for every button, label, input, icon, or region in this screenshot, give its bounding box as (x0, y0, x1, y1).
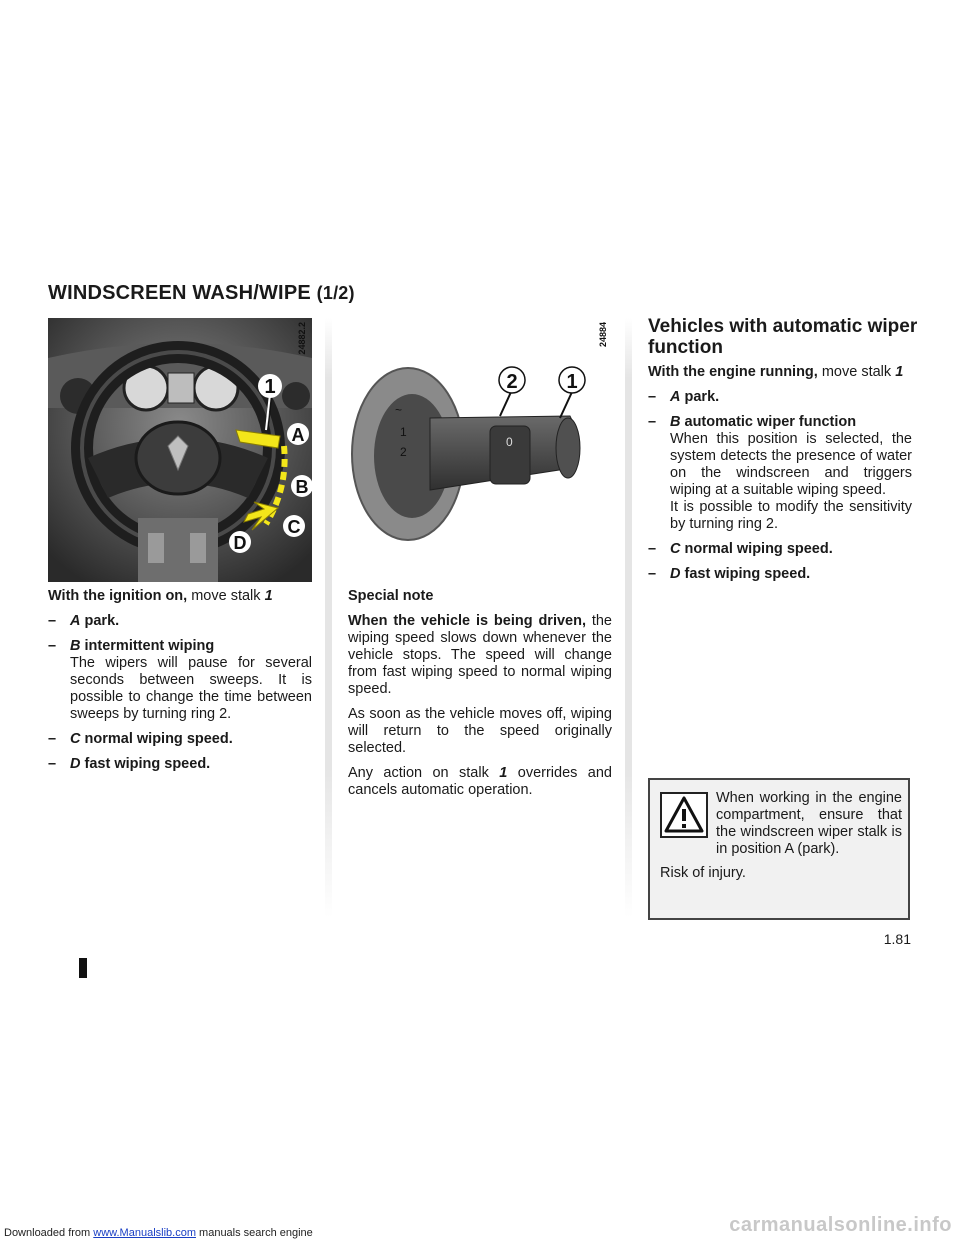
svg-text:2: 2 (400, 445, 407, 459)
col3-item-b (648, 414, 912, 533)
watermark: carmanualsonline.info (729, 1214, 952, 1236)
fig2-label-1: 1 (566, 371, 578, 393)
warning-text-letter: A (784, 841, 794, 857)
warning-box (648, 778, 910, 920)
col1-item-b-dash: – (48, 638, 57, 654)
fig1-label-b: B (295, 477, 309, 497)
fig1-label-c: C (287, 517, 301, 537)
svg-text:~: ~ (395, 403, 403, 417)
col2-para3-a: Any action on stalk (348, 765, 500, 781)
fig1-label-a: A (291, 425, 305, 445)
col2-para2: As soon as the vehicle moves off, wiping will return to the speed originally selected. (348, 706, 612, 756)
col2-para3 (348, 765, 612, 799)
col2-para1-bold: When the vehicle is being driven, (348, 613, 586, 629)
col1-intro-rest: move stalk (187, 588, 265, 604)
col3-item-c-dash: – (648, 541, 657, 557)
title-part: (1/2) (316, 283, 355, 303)
col1-item-b-desc: The wipers will pause for several seconds between sweeps. It is possible to change the time between sweeps by turning ring 2. (70, 655, 312, 722)
warning-text (716, 790, 902, 858)
col1-item-c (48, 731, 312, 748)
col1-intro (48, 588, 312, 605)
col1-item-b (48, 638, 312, 723)
col3-item-a (648, 389, 912, 406)
column-divider-1 (325, 318, 332, 918)
col2-para3-stalk: 1 (499, 765, 508, 781)
column1-text (48, 588, 312, 781)
col2-para1 (348, 613, 612, 698)
col3-item-b-dash: – (648, 414, 657, 430)
col3-item-b-letter: B (670, 414, 681, 430)
col3-item-c-label: normal wiping speed. (680, 541, 833, 557)
col3-item-d-letter: D (670, 566, 681, 582)
wiper-stalk-illustration (340, 318, 616, 548)
col3-intro-rest: move stalk (817, 364, 896, 380)
col3-intro-stalk: 1 (895, 364, 904, 380)
page-title (48, 282, 355, 305)
col2-para3-b: overrides and cancels automatic operation. (348, 765, 612, 798)
col3-item-b-desc2: It is possible to modify the sensitivity by turning ring 2. (670, 499, 912, 532)
manualslib-link[interactable]: www.Manualslib.com (93, 1227, 196, 1239)
col1-item-b-label: intermittent wiping (80, 638, 215, 654)
figure1-ref: 24882.2 (297, 322, 307, 355)
col1-item-b-letter: B (70, 638, 81, 654)
download-source-line (4, 1227, 313, 1239)
col1-item-a (48, 613, 312, 630)
col1-item-a-dash: – (48, 613, 57, 629)
col1-item-c-dash: – (48, 731, 57, 747)
column-divider-2 (625, 318, 632, 918)
figure2-ref: 24884 (598, 322, 608, 348)
fig1-label-1: 1 (264, 376, 276, 398)
col3-item-d-dash: – (648, 566, 657, 582)
col3-item-b-desc1: When this position is selected, the system detects the presence of water on the windscreen and triggers wiping at a suitable wiping speed. (670, 431, 912, 498)
col1-intro-bold: With the ignition on, (48, 588, 188, 604)
col3-item-b-label: automatic wiper function (680, 414, 857, 430)
warning-text-b: (park). (793, 841, 840, 857)
col3-item-a-label: park. (680, 389, 720, 405)
page-number: 1.81 (883, 931, 911, 947)
col3-intro-bold: With the engine running, (648, 364, 818, 380)
automatic-wiper-heading: Vehicles with automatic wiper function (648, 316, 918, 358)
col1-item-d-label: fast wiping speed. (80, 756, 211, 772)
special-note-heading: Special note (348, 588, 434, 604)
col1-item-c-letter: C (70, 731, 81, 747)
svg-text:1: 1 (400, 425, 407, 439)
column2-text (348, 588, 612, 807)
stalk-figure (340, 318, 616, 548)
steering-wheel-figure (48, 318, 312, 582)
col3-item-a-letter: A (670, 389, 681, 405)
col3-item-d (648, 566, 912, 583)
col3-item-c (648, 541, 912, 558)
col1-item-a-letter: A (70, 613, 81, 629)
fig2-label-2: 2 (506, 371, 518, 393)
col1-item-c-label: normal wiping speed. (80, 731, 233, 747)
download-suffix: manuals search engine (195, 1227, 313, 1239)
col3-item-d-label: fast wiping speed. (680, 566, 811, 582)
col1-item-a-label: park. (80, 613, 120, 629)
title-main: WINDSCREEN WASH/WIPE (48, 282, 311, 304)
col1-item-d (48, 756, 312, 773)
col3-item-c-letter: C (670, 541, 681, 557)
svg-text:0: 0 (506, 435, 513, 449)
download-prefix: Downloaded from (4, 1227, 94, 1239)
thumb-index-mark (79, 958, 87, 978)
steering-wheel-illustration (48, 318, 312, 582)
col1-intro-stalk: 1 (264, 588, 273, 604)
fig1-label-d: D (233, 533, 247, 553)
warning-triangle-icon (660, 792, 708, 838)
risk-of-injury: Risk of injury. (660, 865, 746, 881)
col1-item-d-dash: – (48, 756, 57, 772)
col3-item-a-dash: – (648, 389, 657, 405)
col2-para1-rest: the wiping speed slows down whenever the vehicle stops. The speed will change from fast wiping speed to normal wiping speed. (348, 613, 613, 697)
col3-intro (648, 364, 912, 381)
column3-text (648, 364, 912, 591)
col1-item-d-letter: D (70, 756, 81, 772)
warning-text-a: When working in the engine compartment, ensure that the windscreen wiper stalk is in position (716, 790, 902, 857)
